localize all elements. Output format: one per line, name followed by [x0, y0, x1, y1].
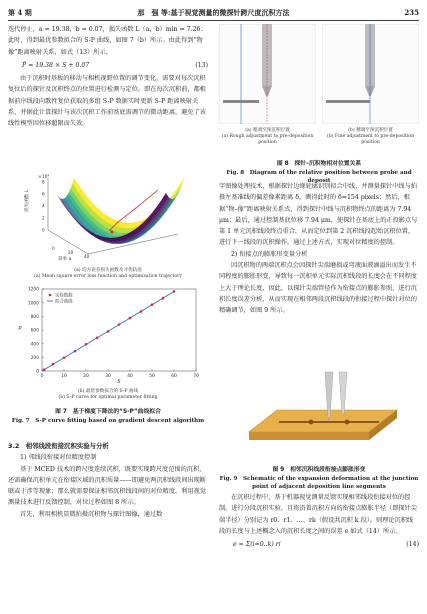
x-tick-label: 0	[52, 246, 55, 251]
right-paragraph-2: 因沉积物的两端沉积点会因探针尖端磨损或弯液面液滴溢出而发生不同程度的膨胀形变，导致每一沉积单元实际沉积线段的长度会在不同程度上大于理论长度，因此，以探针尖端管径作为衔接点的膨胀参照，进行沉积长度误差分析，从而实现在相邻两段沉积线段的衔接过程中探针对位的精确调节，如图 9 所示。	[219, 262, 417, 315]
figure-8	[219, 24, 419, 170]
subsection-1-heading: 1) 邻线段衔接对位精度控制	[20, 454, 97, 462]
z-axis-label: 损失函数 L	[25, 189, 30, 212]
left-paragraph-1: 迭代停止，a = 19.38，b = 0.07，损失函数 L（a，b）min = 7.26；此时，得到最优参数拟合的 S-P 曲线，如图 7（b）所示。由此得到“物像”距离映射关系，如式（13）所示。	[8, 26, 207, 56]
data-point	[74, 350, 77, 353]
data-point	[107, 330, 110, 333]
figure-8a	[219, 24, 316, 146]
x-tick-label: 20	[68, 250, 74, 255]
x-axis-label: S	[117, 379, 121, 385]
optimum-point	[111, 231, 114, 234]
figure-8b-subcaption: (b) 精调至预沉积位置	[348, 128, 393, 133]
y-tick-label: 200	[30, 355, 39, 361]
figure-9-caption-cn: 图 9 相邻沉积线段衔接点膨胀形变	[272, 467, 366, 473]
z-scale-label: ×10⁴	[38, 175, 50, 180]
right-column-top	[219, 181, 419, 317]
data-point	[52, 363, 55, 366]
loss-surface-plot	[8, 168, 208, 264]
y-axis-label: P	[18, 326, 22, 332]
probe-fine-photo	[322, 24, 419, 124]
data-point	[118, 323, 121, 326]
left-paragraph-2: 由于沉积时基板的移动与相机视野位置的调节变化，需要对每次沉积复位后的探针及沉积终点的位置进行检测与定位。即在每次沉积前，都根据前序线段向歌性复位获取的多组 S-P 数据实时更新 S-P 距离映射关系，并据此计算探针与该次沉积工作前基底需调节的微动距离，避免了该线性模型因位移超限而失效。	[8, 75, 206, 128]
x-tick-label: 10	[61, 374, 67, 379]
data-point	[162, 297, 165, 300]
probe-rough-photo	[219, 24, 316, 124]
left-paragraph-3: 基于 MCED 技术的跨尺度连续沉积，既要实现跨尺度范围的沉积，还需确保沉积单元在衔接区域的沉积质量——即避免两沉积线段间出现断联或于涉等现象；那么就需要保证相邻沉积线段间的对位精度。利用视觉测量技术进行反馈控制，对位过程如图 8 所示。	[8, 465, 206, 507]
x-tick-label: 0	[40, 374, 44, 379]
figure-7a-subcaption-en: (a) Mean square error loss function and optimization trajectory	[34, 274, 182, 279]
legend-label-fit: 拟合曲线	[55, 299, 73, 305]
x-tick-label: 40	[127, 374, 133, 379]
right-column-bottom	[219, 492, 419, 552]
x-tick-label: 40	[84, 254, 90, 259]
y-tick-label: 1200	[27, 287, 39, 293]
issue-number: 第 4 期	[8, 8, 32, 17]
figure-7a-subcaption: (a) 均方误差损失函数及寻优轨迹	[74, 268, 142, 273]
figure-8b-subcaption-en: (b) Fine adjustment to pre-deposition position	[326, 134, 415, 145]
data-point	[129, 317, 132, 320]
z-tick-label: 0	[42, 227, 45, 233]
z-tick-label: 6	[42, 191, 45, 197]
left-column-top	[8, 24, 208, 130]
figure-7b-subcaption-en: (b) S-P curve for optimal parameter fitting	[58, 395, 158, 400]
page-number: 235	[404, 8, 419, 17]
equation-14	[233, 539, 419, 550]
z-tick-label: 8	[42, 179, 45, 185]
figure-7-caption	[8, 408, 208, 425]
data-point	[151, 303, 154, 306]
data-point	[43, 368, 46, 371]
y-tick-label: 400	[30, 342, 39, 348]
figure-8a-subcaption-en: (a) Rough adjustment to pre-deposition position	[221, 134, 314, 145]
figure-7a	[8, 168, 208, 280]
equation-13-number: (13)	[195, 61, 208, 69]
x-tick-label: 50	[149, 374, 155, 379]
equation-13	[22, 60, 208, 71]
figure-7-caption-en: Fig. 7 S-P curve fitting based on gradient descent algorithm	[11, 418, 205, 424]
y-tick-label: 1000	[27, 301, 39, 307]
right-paragraph-1: 字图像处理技术，根据探针边缘轮廓识别拟合中线，并测量探针中线与拍摄左基准线的偏差像素距离 δ，测得此时的 δ=154 pixels；然后，根据“物–像”距离映射关系式，得到探针中线与沉积物终点的距离为 7.94 μm；最后，通过控制基底位移 7.94 μm，使探针在基底上的正投影点与第 1 单元沉积线段终点重合，从而定位到第 2 沉积线段起始沉积位置，进行下一线段的沉积操作。通过上述方式，实现对位精度的控制。	[219, 183, 418, 247]
x-axis-label: 斜率 a	[58, 257, 72, 262]
x-tick-label: 60	[171, 374, 177, 379]
page-header	[8, 6, 419, 21]
figure-9-caption-en: Fig. 9 Schematic of the expansion deformation at the junction point of adjacent deposition line segments	[219, 476, 419, 490]
data-point	[96, 337, 99, 340]
data-point	[85, 343, 88, 346]
left-column-bottom	[8, 441, 208, 520]
y-tick-label: 800	[30, 314, 39, 320]
junction-expansion-diagram	[219, 370, 419, 462]
data-point	[173, 290, 176, 293]
equation-14-number: (14)	[406, 541, 419, 549]
data-point	[140, 310, 143, 313]
figure-8b	[322, 24, 419, 146]
figure-7b	[8, 283, 208, 403]
running-title: 那 强 等:基于视觉测量的微探针跨尺度沉积方法	[137, 8, 290, 17]
section-3-2-heading: 3.2 相邻线段衔接沉积实验与分析	[8, 442, 109, 450]
right-paragraph-3: 在沉积过程中，基于机器视觉测量反馈实现相邻线段衔接对位的控制。进行分段沉积实验，且将沿着沉积方向的衔接点膨胀半径（即探针尖端半径）分别记为 r0、r1、…、rk（假设共沉积 k 段）。则理论沉积线段的长度与上述概念入的沉积长度之间的误差 e 如式（14）所示。	[219, 494, 417, 535]
sp-curve-chart	[8, 283, 208, 385]
figure-8a-subcaption: (a) 粗调至预沉积位置	[245, 128, 290, 133]
x-tick-label: 20	[83, 374, 89, 379]
y-tick-label: 600	[30, 328, 39, 334]
equation-13-body: P̂ = 19.38 × S + 0.07	[22, 61, 90, 69]
left-paragraph-4: 首先，利用相机显微拍摄沉积物与探针图像，通过数	[20, 510, 163, 518]
legend-marker-data	[49, 294, 52, 297]
equation-14-body: e = Σ(i=0..k) ri	[233, 541, 281, 549]
figure-7-caption-cn: 图 7 基于梯度下降法的“S-P”曲线拟合	[55, 409, 161, 415]
x-tick-label: 30	[105, 374, 111, 379]
figure-8-caption-cn: 图 8 探针–沉积物相对位置关系	[276, 161, 362, 167]
legend-label-data: 实验数据	[55, 293, 73, 299]
x-tick-label: 70	[193, 374, 199, 379]
figure-7b-subcaption: (b) 最优参数拟合的 S-P 曲线	[77, 389, 139, 394]
y-tick-label: 0	[36, 369, 39, 375]
figure-8-caption-en: Fig. 8 Diagram of the relative position between probe and deposit	[226, 170, 412, 184]
figure-9	[219, 370, 419, 490]
subsection-2-heading: 2) 衔接点的膨胀形变量分析	[231, 250, 308, 258]
data-point	[63, 356, 66, 359]
z-tick-label: 4	[42, 203, 45, 209]
z-tick-label: 2	[42, 215, 45, 221]
